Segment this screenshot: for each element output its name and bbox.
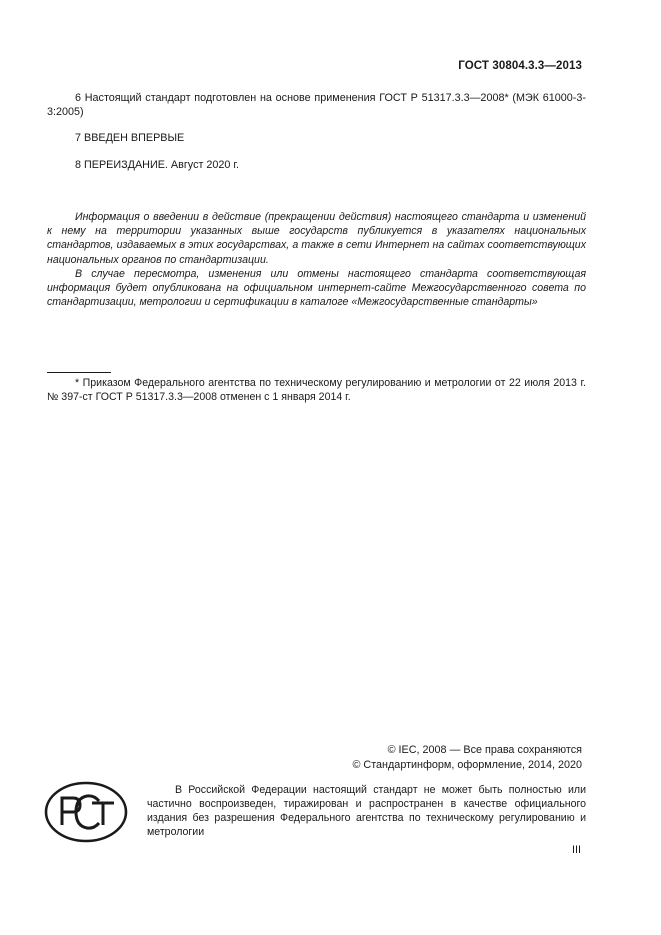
footnote-divider xyxy=(47,372,111,373)
rst-certification-mark-icon xyxy=(44,781,128,843)
info-paragraph-revision: В случае пересмотра, изменения или отмены настоящего стандарта соответствующая информация будет опубликована на официальном интернет-сайте Межгосударственного совета по стандартизации, метрологии и сертификации в каталоге «Межгосударственные стандарты» xyxy=(47,267,586,309)
footnote: * Приказом Федерального агентства по техническому регулированию и метрологии от 22 июля 2013 г. № 397-ст ГОСТ Р 51317.3.3—2008 отменен с 1 января 2014 г. xyxy=(47,377,586,404)
copyright-standartinform: © Стандартинформ, оформление, 2014, 2020 xyxy=(352,759,582,771)
info-block xyxy=(47,210,586,309)
info-paragraph-introduction: Информация о введении в действие (прекращении действия) настоящего стандарта и изменений к нему на территории указанных выше государств публикуется в указателях национальных стандартов, издаваемых в этих государствах, а также в сети Интернет на сайтах соответствующих национальных органов по стандартизации. xyxy=(47,211,586,266)
copyright-block xyxy=(352,743,582,773)
item-7-introduced-first: 7 ВВЕДЕН ВПЕРВЫЕ xyxy=(75,132,185,144)
copyright-iec: © IEC, 2008 — Все права сохраняются xyxy=(387,744,582,756)
page-number: III xyxy=(572,844,581,856)
document-code: ГОСТ 30804.3.3—2013 xyxy=(458,60,582,72)
item-8-reissue: 8 ПЕРЕИЗДАНИЕ. Август 2020 г. xyxy=(75,159,240,171)
reproduction-notice: В Российской Федерации настоящий стандарт не может быть полностью или частично воспроизведен, тиражирован и распространен в качестве официального издания без разрешения Федерального агентства по техническому регулированию и метрологии xyxy=(147,784,586,838)
item-6-prepared-basis: 6 Настоящий стандарт подготовлен на основе применения ГОСТ Р 51317.3.3—2008* (МЭК 61000-3-3:2005) xyxy=(47,92,586,118)
